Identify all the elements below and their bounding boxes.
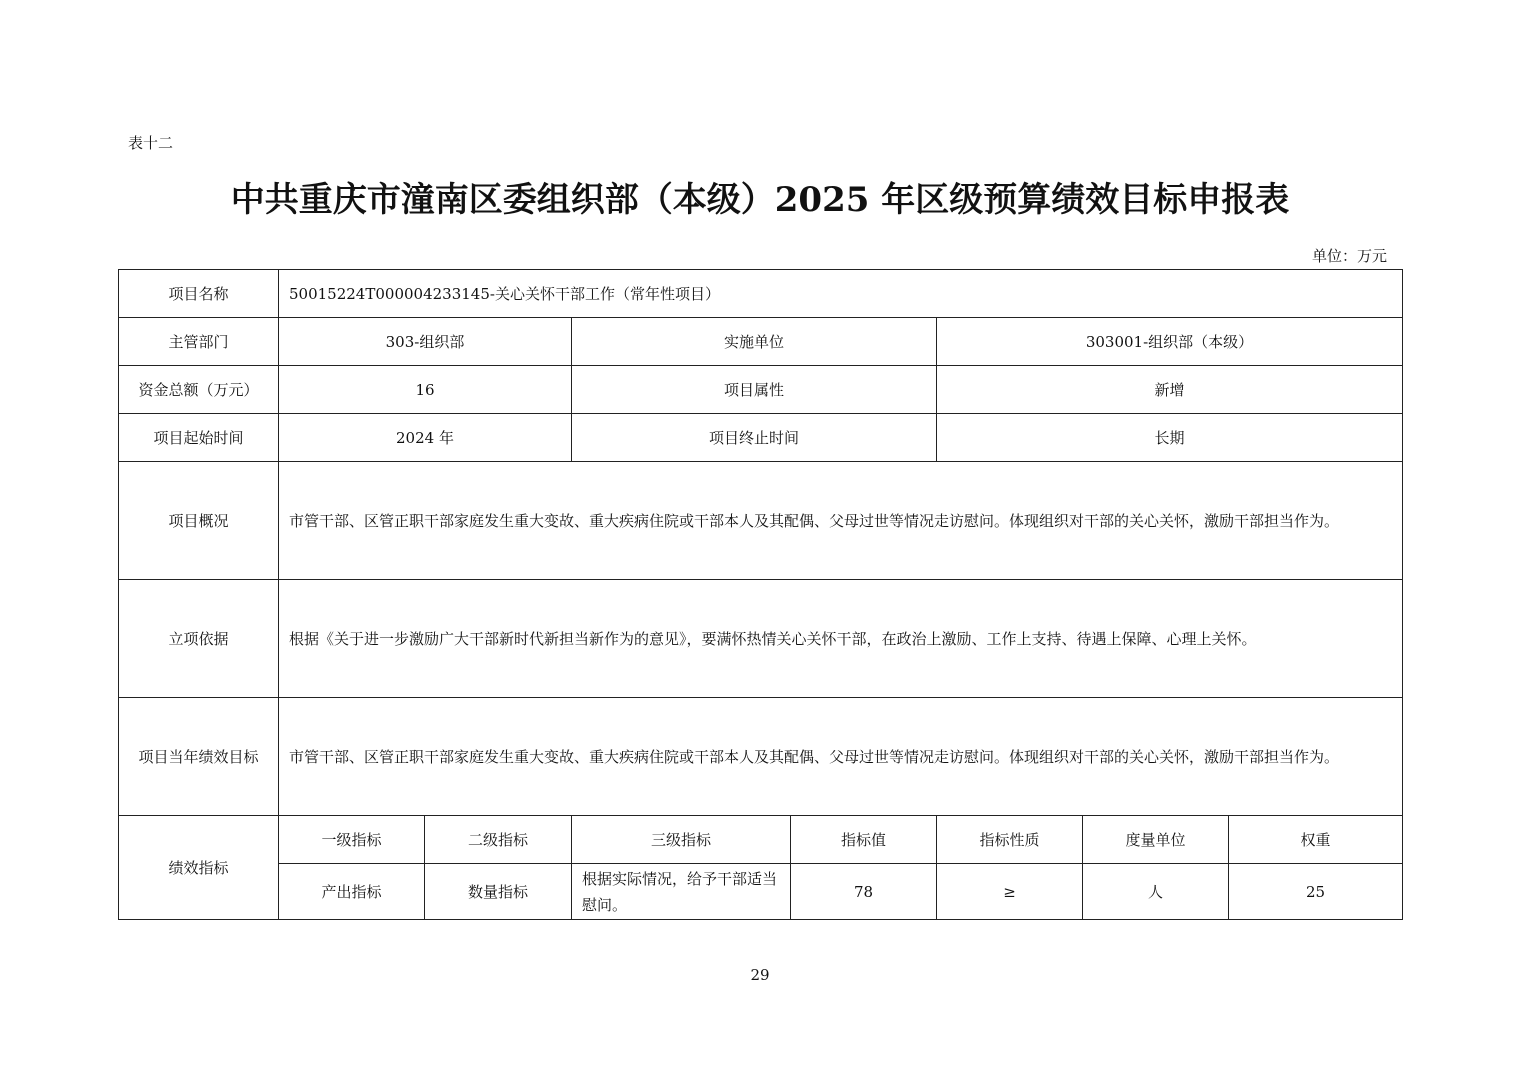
project-attr-value: 新增	[937, 366, 1403, 414]
fund-total-label: 资金总额（万元）	[119, 366, 279, 414]
row-unit: 人	[1083, 864, 1229, 920]
project-name-label: 项目名称	[119, 270, 279, 318]
row-level3: 根据实际情况，给予干部适当慰问。	[572, 864, 791, 920]
table-row	[119, 270, 1403, 318]
header-level1: 一级指标	[279, 816, 425, 864]
header-value: 指标值	[791, 816, 937, 864]
header-unit: 度量单位	[1083, 816, 1229, 864]
start-time-value: 2024 年	[279, 414, 572, 462]
table-row	[119, 816, 1403, 864]
row-nature: ≥	[937, 864, 1083, 920]
basis-label: 立项依据	[119, 580, 279, 698]
impl-unit-value: 303001-组织部（本级）	[937, 318, 1403, 366]
header-nature: 指标性质	[937, 816, 1083, 864]
row-weight: 25	[1229, 864, 1403, 920]
overview-label: 项目概况	[119, 462, 279, 580]
start-time-label: 项目起始时间	[119, 414, 279, 462]
overview-value: 市管干部、区管正职干部家庭发生重大变故、重大疾病住院或干部本人及其配偶、父母过世等情况走访慰问。体现组织对干部的关心关怀，激励干部担当作为。	[279, 462, 1403, 580]
basis-value: 根据《关于进一步激励广大干部新时代新担当新作为的意见》，要满怀热情关心关怀干部，在政治上激励、工作上支持、待遇上保障、心理上关怀。	[279, 580, 1403, 698]
dept-value: 303-组织部	[279, 318, 572, 366]
header-level3: 三级指标	[572, 816, 791, 864]
table-row	[119, 462, 1403, 580]
dept-label: 主管部门	[119, 318, 279, 366]
end-time-value: 长期	[937, 414, 1403, 462]
header-level2: 二级指标	[425, 816, 572, 864]
row-level1: 产出指标	[279, 864, 425, 920]
row-level2: 数量指标	[425, 864, 572, 920]
table-row	[119, 580, 1403, 698]
table-row	[119, 318, 1403, 366]
annual-goal-value: 市管干部、区管正职干部家庭发生重大变故、重大疾病住院或干部本人及其配偶、父母过世等情况走访慰问。体现组织对干部的关心关怀，激励干部担当作为。	[279, 698, 1403, 816]
project-name-value: 50015224T000004233145-关心关怀干部工作（常年性项目）	[279, 270, 1403, 318]
table-row	[119, 698, 1403, 816]
page-number: 29	[750, 966, 770, 984]
fund-total-value: 16	[279, 366, 572, 414]
header-weight: 权重	[1229, 816, 1403, 864]
row-value: 78	[791, 864, 937, 920]
annual-goal-label: 项目当年绩效目标	[119, 698, 279, 816]
table-row	[119, 864, 1403, 920]
document-title: 中共重庆市潼南区委组织部（本级）2025 年区级预算绩效目标申报表	[230, 180, 1290, 220]
impl-unit-label: 实施单位	[572, 318, 937, 366]
end-time-label: 项目终止时间	[572, 414, 937, 462]
table-number-label: 表十二	[128, 134, 174, 152]
table-row	[119, 366, 1403, 414]
project-attr-label: 项目属性	[572, 366, 937, 414]
unit-label: 单位：万元	[1312, 247, 1388, 265]
performance-goal-table	[118, 269, 1403, 920]
indicators-label: 绩效指标	[119, 816, 279, 920]
table-row	[119, 414, 1403, 462]
